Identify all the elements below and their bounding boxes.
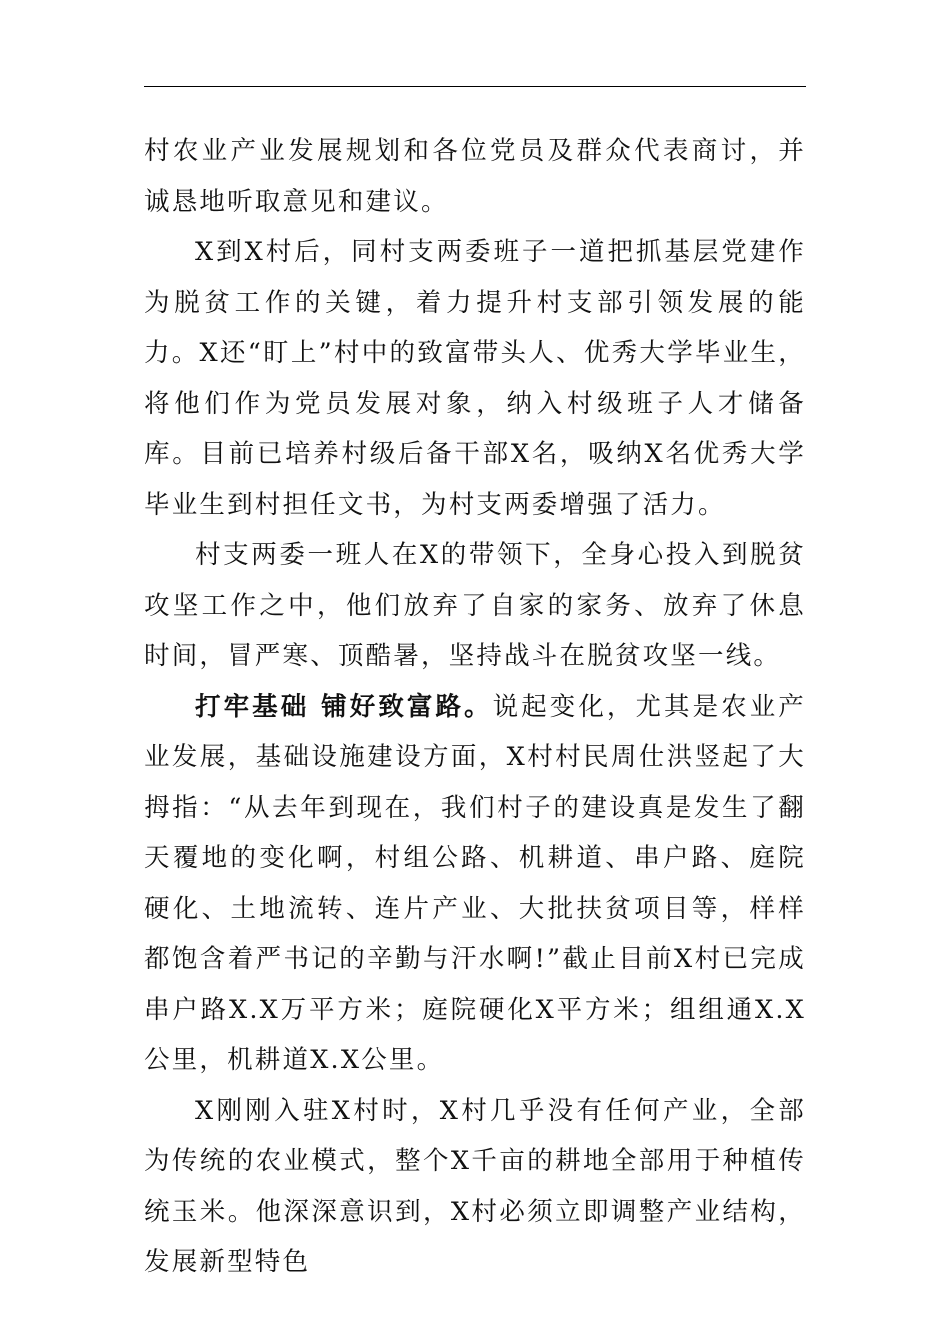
paragraph-2 — [144, 227, 806, 530]
paragraph-5 — [144, 1086, 806, 1288]
paragraph-1-text: 村农业产业发展规划和各位党员及群众代表商讨，并诚恳地听取意见和建议。 — [144, 136, 806, 217]
paragraph-5-text: X刚刚入驻X村时，X村几乎没有任何产业，全部为传统的农业模式，整个X千亩的耕地全部用于种植传统玉米。他深深意识到，X村必须立即调整产业结构，发展新型特色 — [144, 1095, 806, 1277]
header-rule — [144, 86, 806, 87]
paragraph-3-text: 村支两委一班人在X的带领下，全身心投入到脱贫攻坚工作之中，他们放弃了自家的家务、放弃了休息时间，冒严寒、顶酷暑，坚持战斗在脱贫攻坚一线。 — [144, 540, 806, 671]
paragraph-3 — [144, 530, 806, 682]
paragraph-2-text: X到X村后，同村支两委班子一道把抓基层党建作为脱贫工作的关键，着力提升村支部引领发展的能力。X还“盯上”村中的致富带头人、优秀大学毕业生，将他们作为党员发展对象，纳入村级班子人才储备库。目前已培养村级后备干部X名，吸纳X名优秀大学毕业生到村担任文书，为村支两委增强了活力。 — [144, 237, 806, 520]
paragraph-4 — [144, 682, 806, 1086]
paragraph-4-lead-heading: 打牢基础 铺好致富路。 — [195, 691, 493, 722]
paragraph-1 — [144, 126, 806, 227]
document-body — [144, 126, 806, 1288]
paragraph-4-text: 说起变化，尤其是农业产业发展，基础设施建设方面，X村村民周仕洪竖起了大拇指：“从去年到现在，我们村子的建设真是发生了翻天覆地的变化啊，村组公路、机耕道、串户路、庭院硬化、土地流转、连片产业、大批扶贫项目等，样样都饱含着严书记的辛勤与汗水啊!”截止目前X村已完成串户路X.X万平方米；庭院硬化X平方米；组组通X.X公里，机耕道X.X公里。 — [144, 691, 806, 1075]
